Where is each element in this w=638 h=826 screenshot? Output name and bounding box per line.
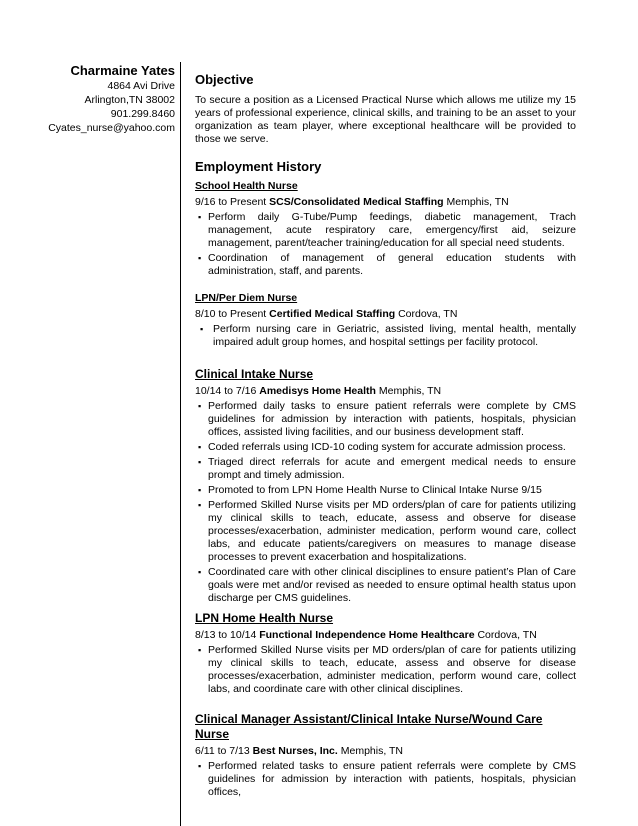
job-title: Clinical Intake Nurse <box>195 367 314 381</box>
job-date-line <box>195 745 576 758</box>
job-entry <box>195 611 576 696</box>
bullet-item: ▪ Coded referrals using ICD-10 coding system for accurate admission process. <box>195 441 576 454</box>
job-date-line <box>195 629 576 642</box>
job-company: Functional Independence Home Healthcare <box>259 629 475 641</box>
job-bullets <box>195 644 576 696</box>
job-dates: 10/14 to 7/16 <box>195 385 257 397</box>
job-title: LPN/Per Diem Nurse <box>195 292 298 304</box>
employment-heading: Employment History <box>195 159 322 174</box>
job-dates: 9/16 to Present <box>195 196 267 208</box>
bullet-item: ▪ Performed Skilled Nurse visits per MD orders/plan of care for patients utilizing my clinical skills to teach, educate, assess and observe for disease processes/exacerbation, administer medication, perform wound care, collect labs, and educate patients/caregivers on measures to manage disease processes to prevent exacerbation and hospitalizations. <box>195 499 576 564</box>
contact-block <box>0 62 175 135</box>
job-location: Memphis, TN <box>446 196 509 208</box>
job-company: Best Nurses, Inc. <box>252 745 338 757</box>
job-bullets <box>195 211 576 278</box>
job-title: LPN Home Health Nurse <box>195 611 334 625</box>
bullet-item: ▪ Coordination of management of general education students with administration, staff, and parents. <box>195 252 576 278</box>
divider-line <box>180 62 181 826</box>
job-company: Certified Medical Staffing <box>269 308 396 320</box>
phone-number: 901.299.8460 <box>110 108 175 120</box>
job-bullets <box>195 760 576 799</box>
job-location: Cordova, TN <box>398 308 458 320</box>
address-line-1: 4864 Avi Drive <box>107 80 175 92</box>
job-location: Cordova, TN <box>477 629 537 641</box>
bullet-item: ▪ Coordinated care with other clinical disciplines to ensure patient’s Plan of Care goals were met and/or revised as needed to ensure optimal health status upon discharge per CMS guidelines. <box>195 566 576 605</box>
objective-heading: Objective <box>195 72 254 87</box>
job-dates: 8/13 to 10/14 <box>195 629 257 641</box>
job-date-line <box>195 385 576 398</box>
job-entry <box>195 180 576 278</box>
resume-body <box>195 72 576 801</box>
job-entry <box>195 367 576 605</box>
bullet-item: ▪ Triaged direct referrals for acute and emergent medical needs to ensure prompt and timely admission. <box>195 456 576 482</box>
job-entry <box>195 712 576 799</box>
email-address: Cyates_nurse@yahoo.com <box>48 122 175 134</box>
job-bullets <box>195 400 576 605</box>
job-date-line <box>195 196 576 209</box>
job-location: Memphis, TN <box>378 385 442 397</box>
job-date-line <box>195 308 576 321</box>
job-location: Memphis, TN <box>340 745 403 757</box>
job-dates: 6/11 to 7/13 <box>195 745 250 757</box>
job-bullets <box>195 323 576 349</box>
job-title: Clinical Manager Assistant/Clinical Intake Nurse/Wound Care Nurse <box>195 712 543 741</box>
job-title: School Health Nurse <box>195 180 298 192</box>
bullet-item: ▪ Perform daily G-Tube/Pump feedings, diabetic management, Trach management, acute respiratory care, emergency/first aid, seizure management, parent/teacher training/education for all special need students. <box>195 211 576 250</box>
bullet-item: ▪ Promoted to from LPN Home Health Nurse to Clinical Intake Nurse 9/15 <box>195 484 576 497</box>
job-company: SCS/Consolidated Medical Staffing <box>269 196 444 208</box>
bullet-item: ▪ Performed Skilled Nurse visits per MD orders/plan of care for patients utilizing my clinical skills to teach, educate, assess and observe for disease processes/exacerbation, administer medication, perform wound care, collect labs, and coordinate care with other clinical disciplines. <box>195 644 576 696</box>
job-entry <box>195 292 576 349</box>
address-line-2: Arlington,TN 38002 <box>84 94 175 106</box>
bullet-item: ▪ Performed related tasks to ensure patient referrals were complete by CMS guidelines for admission by interaction with patients, hospitals, physician offices, <box>195 760 576 799</box>
applicant-name: Charmaine Yates <box>70 63 175 78</box>
bullet-item: ▪ Performed daily tasks to ensure patient referrals were complete by CMS guidelines for admission by interaction with patients, hospitals, physician offices, assisted living facilities, and our business development staff. <box>195 400 576 439</box>
bullet-item: ▪ Perform nursing care in Geriatric, assisted living, mental health, mentally impaired adult group homes, and hospital settings per facility protocol. <box>195 323 576 349</box>
objective-text: To secure a position as a Licensed Practical Nurse which allows me utilize my 15 years of professional experience, clinical skills, and training to be an asset to your organization as team player, where exceptional healthcare will be provided to those we serve. <box>195 94 576 145</box>
job-company: Amedisys Home Health <box>259 385 376 397</box>
job-dates: 8/10 to Present <box>195 308 267 320</box>
